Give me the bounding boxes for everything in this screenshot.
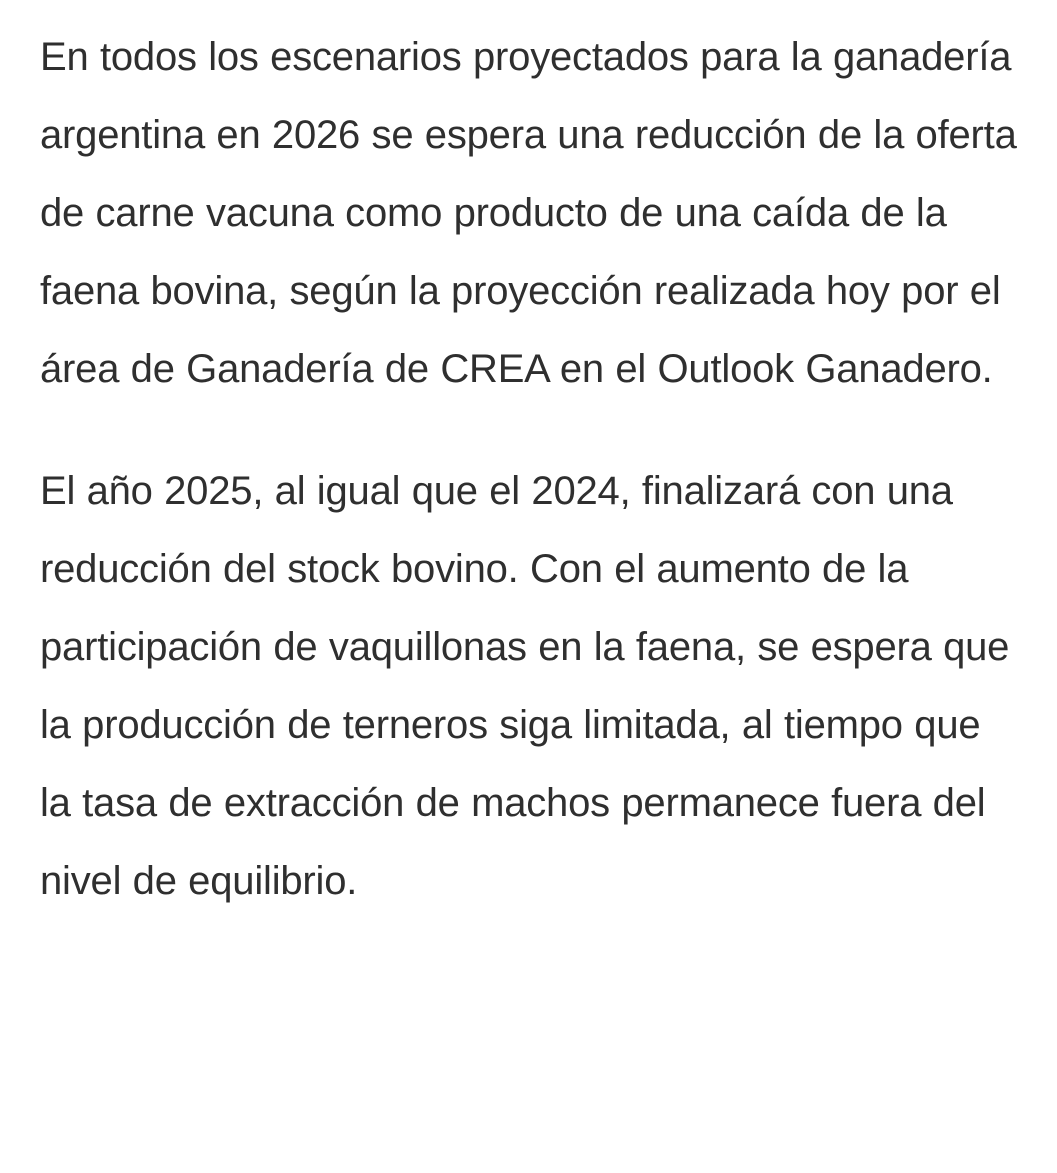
article-paragraph-1: En todos los escenarios proyectados para la ganadería argentina en 2026 se espera una reducción de la oferta de carne vacuna como producto de una caída de la faena bovina, según la proyección realizada hoy por el área de Ganadería de CREA en el Outlook Ganadero. [40, 35, 1017, 391]
article-paragraph-2: El año 2025, al igual que el 2024, finalizará con una reducción del stock bovino. Con el aumento de la participación de vaquillonas en la faena, se espera que la producción de terneros siga limitada, al tiempo que la tasa de extracción de machos permanece fuera del nivel de equilibrio. [40, 469, 1010, 903]
